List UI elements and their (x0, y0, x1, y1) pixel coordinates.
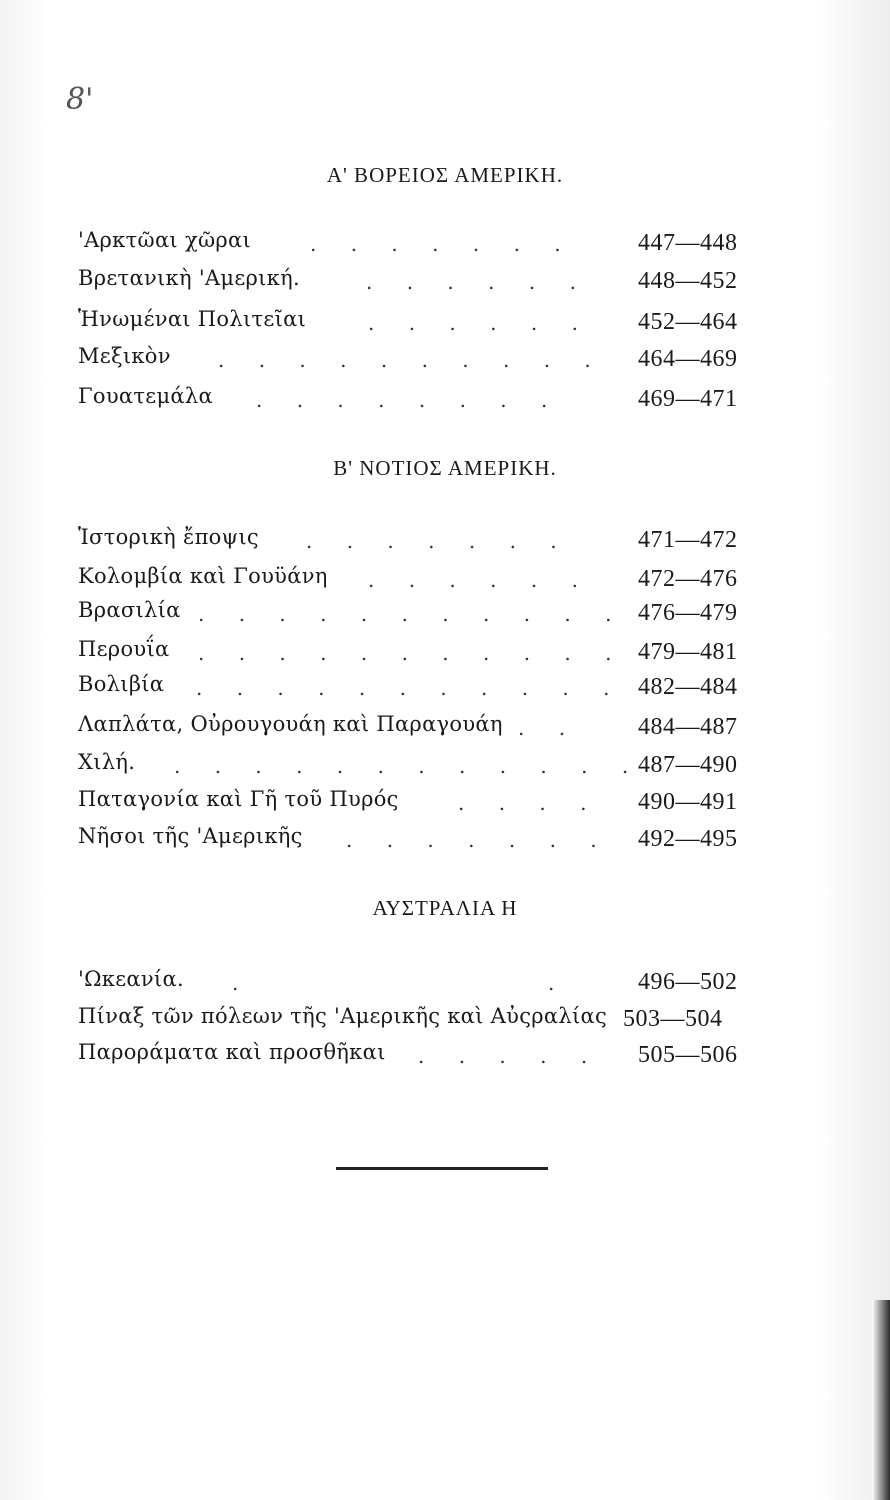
dot-leader: . . . . . . . . . . (218, 348, 605, 372)
dot-leader: . . . . . . (368, 311, 592, 335)
section-heading-south-america: Β' ΝΟΤΙΟΣ ΑΜΕΡΙΚΗ. (333, 456, 557, 480)
toc-entry-pages: 448—452 (638, 268, 738, 294)
dot-leader: . . (518, 716, 580, 740)
toc-entry-title: Νῆσοι τῆς 'Αμερικῆς (78, 824, 303, 848)
toc-entry-pages: 479—481 (638, 639, 738, 665)
toc-entry-title: 'Ωκεανία. (78, 967, 184, 991)
toc-entry-title: Κολομβία καὶ Γουϋάνη (78, 564, 328, 588)
toc-entry-title: 'Αρκτῶαι χῶραι (78, 228, 252, 252)
toc-entry-pages: 492—495 (638, 826, 738, 852)
toc-entry-pages: 464—469 (638, 346, 738, 372)
toc-entry-title: Παροράματα καὶ προσθῆκαι (78, 1040, 386, 1064)
toc-entry-title: Λαπλάτα, Οὐρουγουάη καὶ Παραγουάη (78, 712, 503, 736)
dot-leader: . . . . . . . . . . . (198, 602, 626, 626)
page-edge-shadow (872, 1300, 890, 1500)
toc-entry-pages: 471—472 (638, 527, 738, 553)
toc-entry-title: Ἡνωμέναι Πολιτεῖαι (78, 307, 307, 331)
toc-entry-pages: 490—491 (638, 789, 738, 815)
dot-leader: . . . . . . (366, 270, 590, 294)
toc-entry-pages: 476—479 (638, 600, 738, 626)
toc-entry-pages: 469—471 (638, 386, 738, 412)
closing-rule (336, 1167, 548, 1170)
dot-leader: . . . . . . . (346, 828, 611, 852)
section-heading-north-america: Α' ΒΟΡΕΙΟΣ ΑΜΕΡΙΚΗ. (326, 163, 564, 187)
dot-leader: . . . . . . . . . . . (198, 641, 626, 665)
toc-entry-title: Πίναξ τῶν πόλεων τῆς 'Αμερικῆς καὶ Αὐςραλίας (78, 1004, 608, 1028)
dot-leader: . . . . . . . . (256, 388, 562, 412)
toc-entry-pages: 505—506 (638, 1042, 738, 1068)
toc-entry-title: Μεξικὸν (78, 344, 171, 368)
toc-entry-pages: 503—504 (623, 1006, 723, 1032)
dot-leader: . . . . (458, 791, 601, 815)
toc-entry-pages: 484—487 (638, 714, 738, 740)
dot-leader: . . . . . (418, 1044, 602, 1068)
dot-leader: . . . . . . . . . . . (196, 676, 624, 700)
dot-leader: . . . . . . . (310, 232, 575, 256)
toc-entry-title: Γουατεμάλα (78, 384, 213, 408)
dot-leader: . . . . . . . (306, 529, 571, 553)
toc-entry-pages: 487—490 (638, 752, 738, 778)
toc-entry-title: Ἱστορικὴ ἔποψις (78, 525, 259, 549)
dot-leader: . . . . . . . . . . . . (174, 754, 643, 778)
toc-entry-title: Παταγονία καὶ Γῆ τοῦ Πυρός (78, 787, 399, 811)
toc-entry-title: Βρετανικὴ 'Αμερική. (78, 266, 300, 290)
toc-entry-pages: 447—448 (638, 230, 738, 256)
page-number-mark: 8' (66, 82, 94, 117)
toc-entry-pages: 482—484 (638, 674, 738, 700)
dot-leader: . (232, 971, 253, 995)
toc-entry-pages: 452—464 (638, 309, 738, 335)
toc-entry-pages: 496—502 (638, 969, 738, 995)
toc-entry-title: Βολιβία (78, 672, 165, 696)
toc-entry-title: Χιλή. (78, 750, 136, 774)
toc-entry-title: Περουΐα (78, 637, 170, 661)
dot-leader: . (548, 971, 569, 995)
dot-leader: . . . . . . (368, 568, 592, 592)
toc-entry-pages: 472—476 (638, 566, 738, 592)
toc-entry-title: Βρασιλία (78, 598, 181, 622)
section-heading-australia: ΑΥΣΤΡΑΛΙΑ Η (372, 896, 518, 920)
